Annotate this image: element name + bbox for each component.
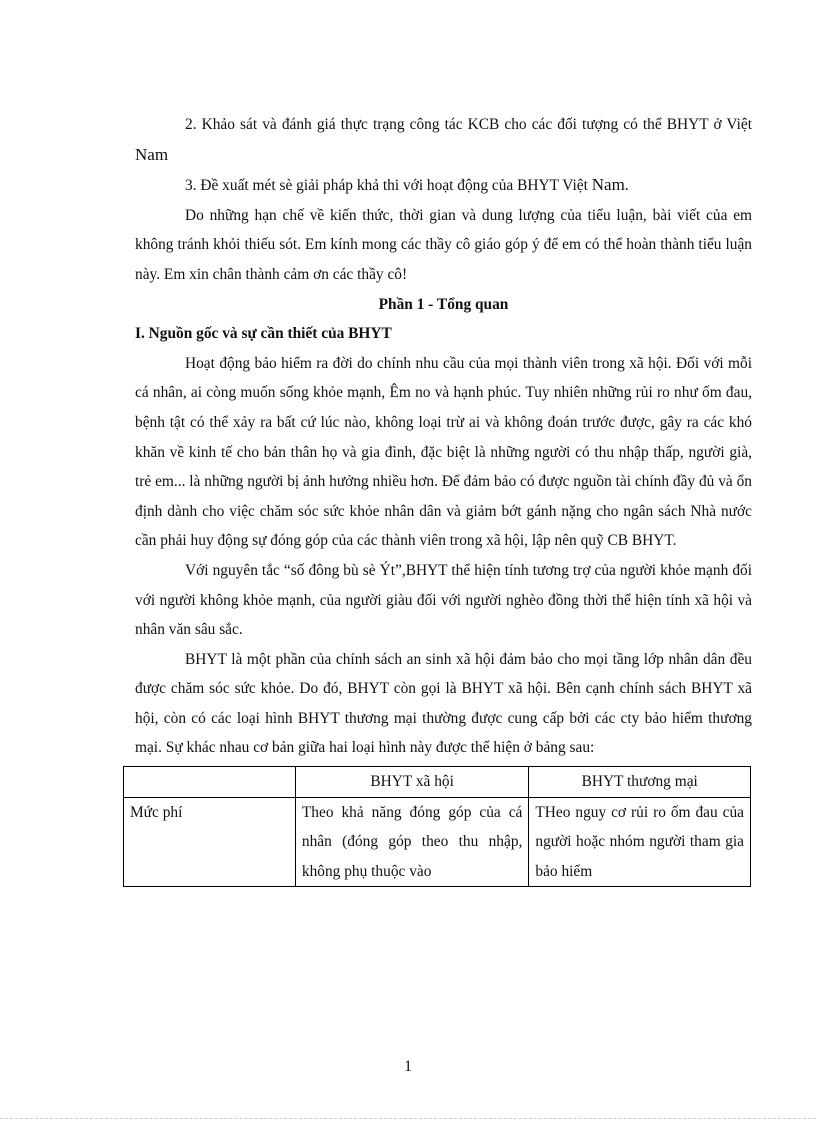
table-header-row [124, 767, 751, 798]
table-header-cell: BHYT xã hội [295, 767, 528, 798]
list-item-3-end: Nam [591, 175, 625, 195]
table-header-cell: BHYT thương mại [529, 767, 751, 798]
paragraph-3: BHYT là một phần của chính sách an sinh xã hội đảm bảo cho mọi tầng lớp nhân dân đều được chăm sóc sức khỏe. Do đó, BHYT còn gọi là BHYT xã hội. Bên cạnh chính sách BHYT xã hội, còn có các loại hình BHYT thương mại thường được cung cấp bởi các cty bảo hiểm thương mại. Sự khác nhau cơ bản giữa hai loại hình này được thể hiện ở bảng sau: [135, 650, 752, 757]
table-header-cell [124, 767, 296, 798]
list-item-2-end: Nam [135, 144, 169, 164]
list-item-3-dot: . [624, 177, 629, 195]
table-cell: Theo khả năng đóng góp của cá nhân (đóng góp theo thu nhập, không phụ thuộc vào [295, 797, 528, 887]
list-item-3 [135, 170, 752, 201]
heading-origin: I. Nguồn gốc và sự cần thiết của BHYT [135, 325, 392, 343]
page-number: 1 [404, 1058, 412, 1075]
table-row [124, 797, 751, 887]
section-title: Phần 1 - Tổng quan [378, 295, 509, 313]
comparison-table [123, 766, 751, 887]
table-cell: THeo nguy cơ rủi ro ốm đau của người hoặc nhóm người tham gia bảo hiểm [529, 797, 751, 887]
list-item-2-text: 2. Khảo sát và đánh giá thực trạng công tác KCB cho các đối tượng có thể BHYT ở Việt [185, 116, 752, 133]
paragraph-2: Với nguyên tắc “số đông bù sè Ýt”,BHYT thể hiện tính tương trợ của người khỏe mạnh đối với người không khỏe mạnh, của người giàu đối với người nghèo đồng thời thể hiện tính xã hội và nhân văn sâu sắc. [135, 561, 752, 639]
page-bottom-divider [0, 1118, 816, 1119]
document-body [130, 110, 752, 887]
list-item-2 [135, 110, 752, 170]
paragraph-1: Hoạt động bảo hiểm ra đời do chính nhu cầu của mọi thành viên trong xã hội. Đối với mỗi cá nhân, ai còng muốn sống khỏe mạnh, Êm no và hạnh phúc. Tuy nhiên những rủi ro như ốm đau, bệnh tật có thể xảy ra bất cứ lúc nào, không loại trừ ai và không đoán trước được, gây ra các khó khăn về kinh tế cho bản thân họ và gia đình, đặc biệt là những người có thu nhập thấp, người già, trẻ em... là những người bị ảnh hưởng nhiều hơn. Để đảm bảo có được nguồn tài chính đầy đủ và ổn định dành cho việc chăm sóc sức khỏe nhân dân và giảm bớt gánh nặng cho ngân sách Nhà nước cần phải huy động sự đóng góp của các thành viên trong xã hội, lập nên quỹ CB BHYT. [135, 354, 752, 550]
intro-paragraph: Do những hạn chế về kiến thức, thời gian và dung lượng của tiểu luận, bài viết của em không tránh khỏi thiếu sót. Em kính mong các thầy cô giáo góp ý để em có thể hoàn thành tiểu luận này. Em xin chân thành cảm ơn các thầy cô! [135, 206, 752, 283]
list-item-3-text: 3. Đề xuất mét sè giải pháp khả thi với hoạt động của BHYT Việt [185, 177, 588, 195]
table-cell: Mức phí [124, 797, 296, 887]
